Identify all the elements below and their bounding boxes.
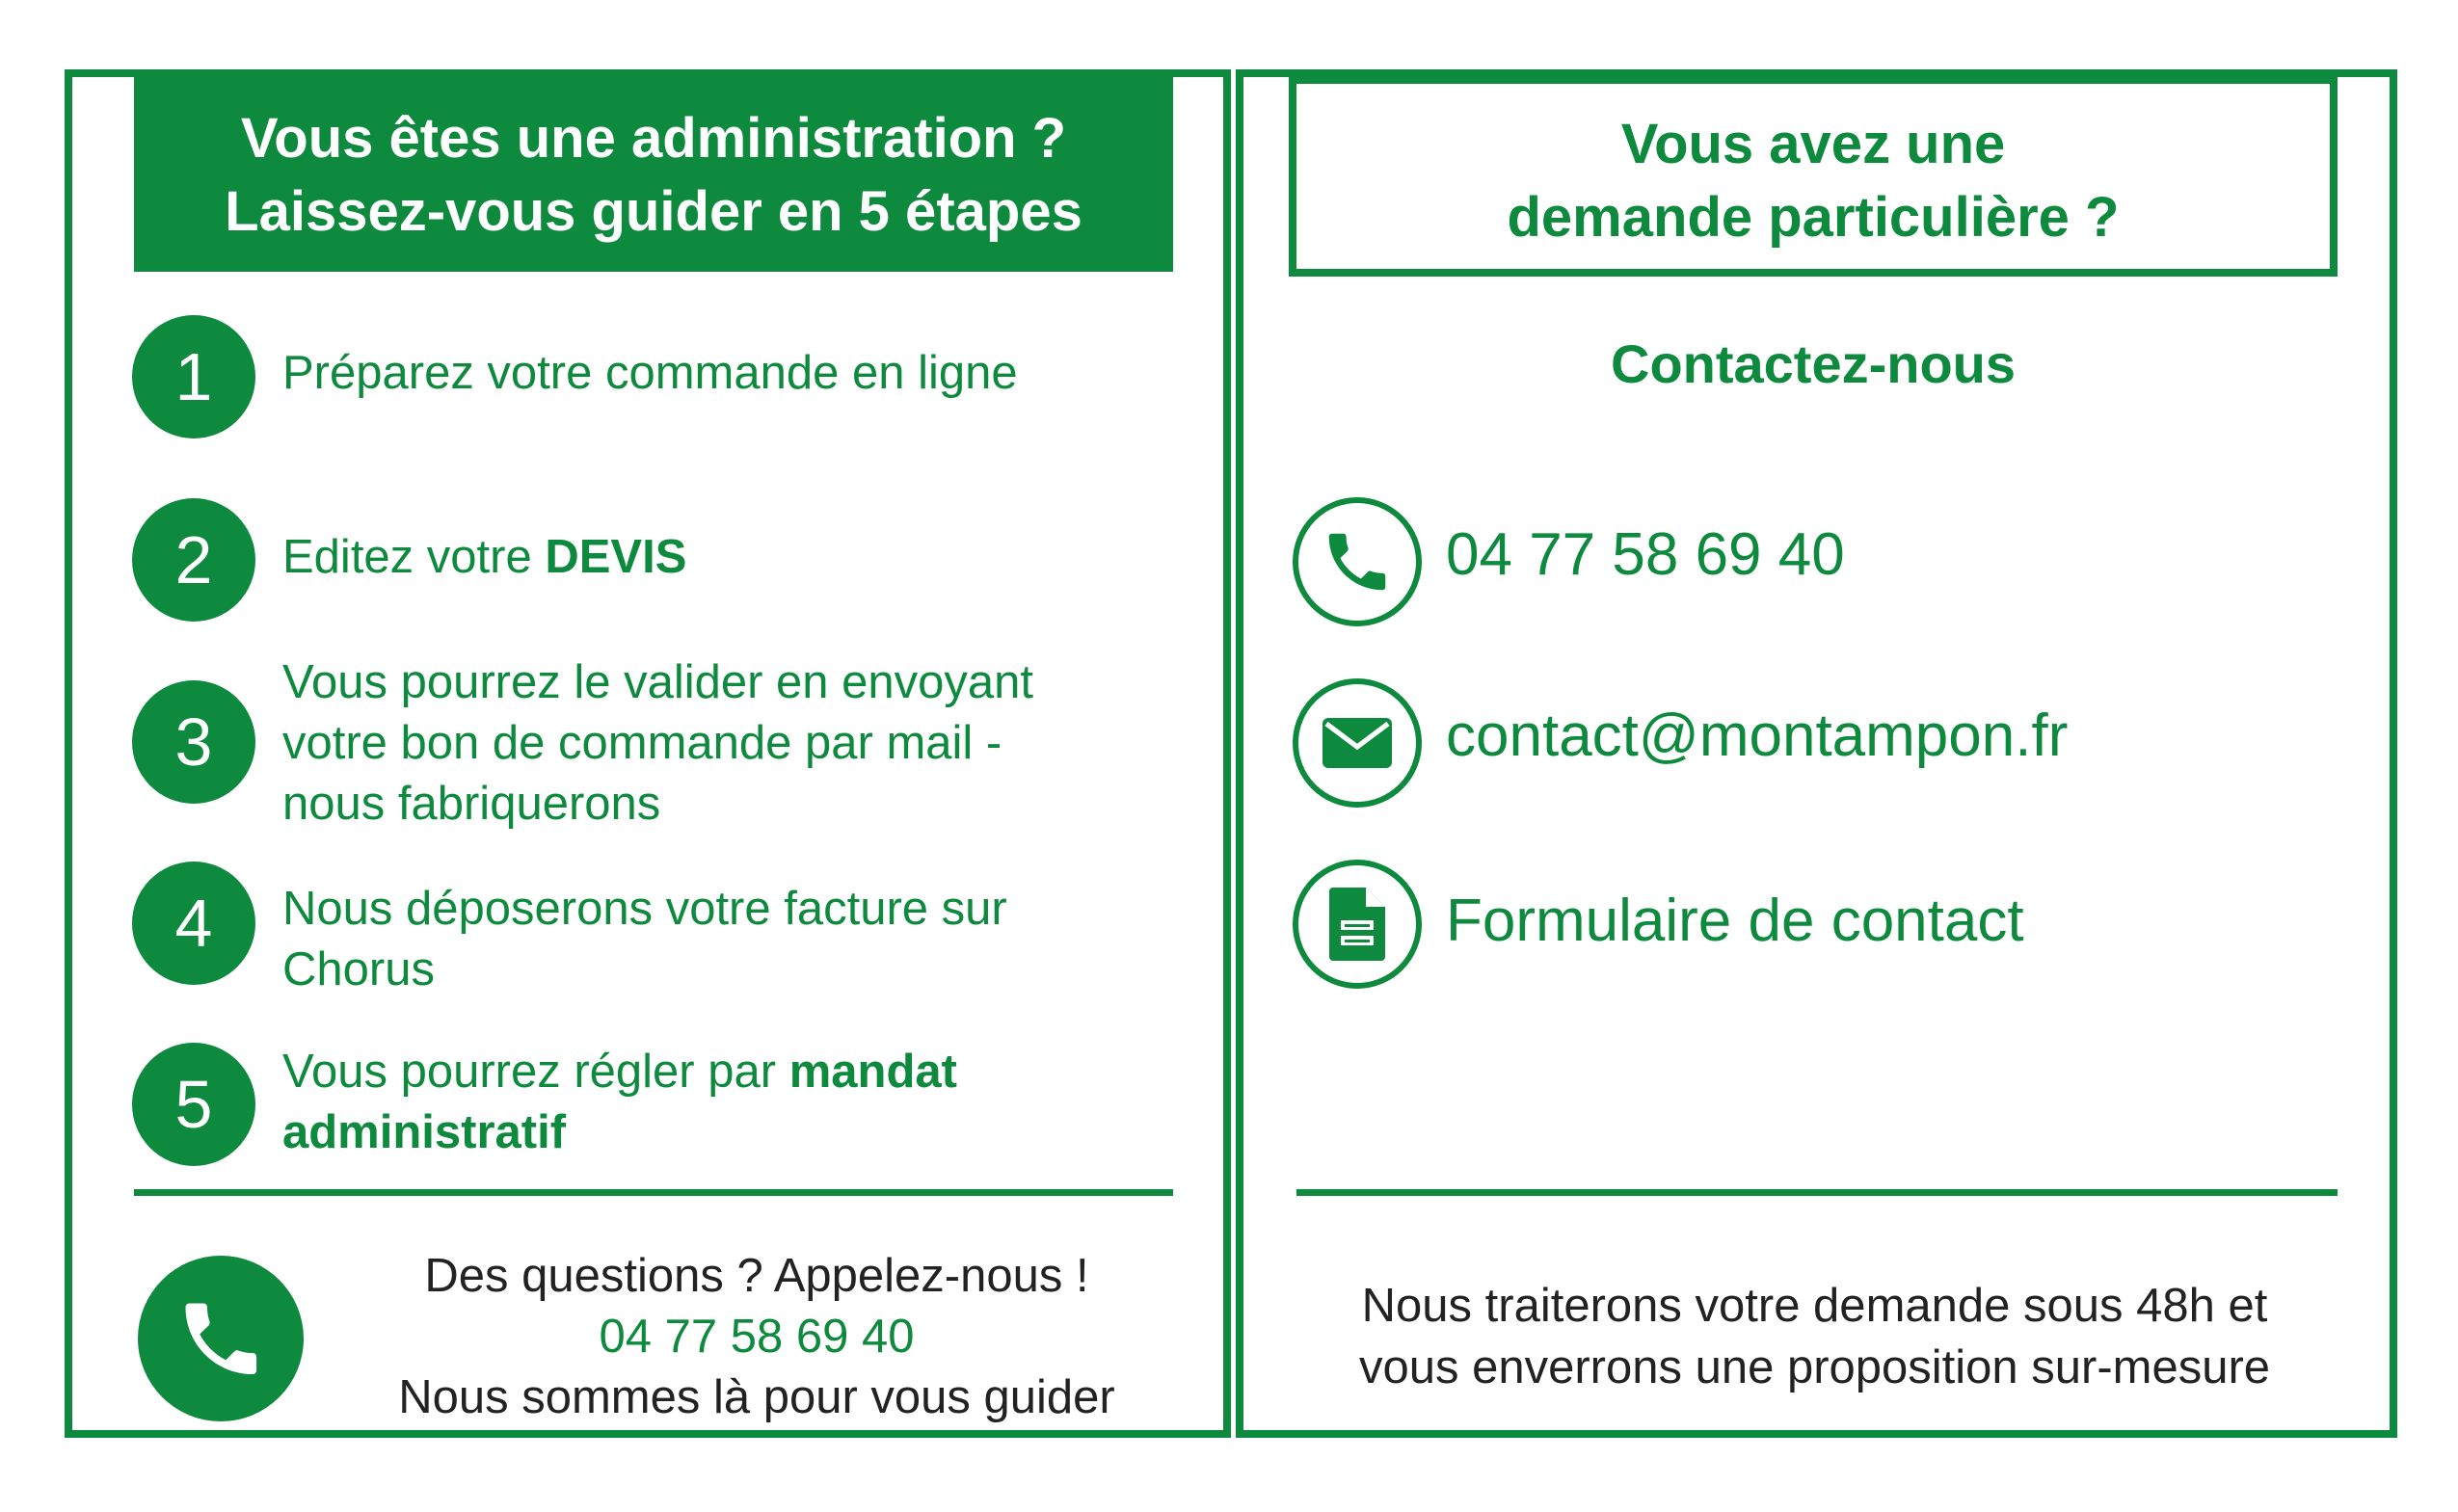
step-5-text-bold-2: administratif [282,1106,567,1158]
phone-icon[interactable] [1293,497,1422,626]
contact-phone-link[interactable]: 04 77 58 69 40 [1446,521,1845,588]
contact-form-link[interactable]: Formulaire de contact [1446,888,2024,954]
step-1-text: Préparez votre commande en ligne [282,347,1018,399]
step-3-text [282,652,1131,835]
step-1-badge: 1 [132,315,255,438]
step-2-text-regular: Editez votre [282,531,546,583]
email-icon[interactable] [1293,678,1422,808]
step-4-line-2: Chorus [282,943,435,995]
right-divider [1296,1189,2338,1196]
step-3-line-3: nous fabriquerons [282,778,661,830]
phone-icon [138,1256,304,1421]
step-3-line-2: votre bon de commande par mail - [282,717,1002,769]
right-header-line-1: Vous avez une [1620,113,2006,175]
step-4-text [282,879,1131,1000]
step-2-text-bold: DEVIS [545,531,687,583]
step-5-badge: 5 [132,1043,255,1166]
contact-title: Contactez-nous [1611,333,2016,394]
step-4-line-1: Nous déposerons votre facture sur [282,883,1007,935]
step-4-badge: 4 [132,862,255,985]
left-divider [134,1189,1173,1196]
step-5-line-1 [282,1042,1131,1102]
step-5-text-bold-1: mandat [788,1046,957,1098]
header-line-2: Laissez-vous guider en 5 étapes [225,180,1082,243]
right-footer [1292,1275,2338,1398]
step-2-text [282,527,1131,588]
right-footer-line-1: Nous traiterons votre demande sous 48h et [1361,1280,2268,1332]
step-2-badge: 2 [132,498,255,622]
special-request-header [1289,76,2338,277]
step-5-text-regular: Vous pourrez régler par [282,1046,789,1098]
right-footer-line-2: vous enverrons une proposition sur-mesure [1358,1341,2271,1393]
footer-questions: Des questions ? Appelez-nous ! [424,1250,1089,1302]
step-5-line-2 [282,1102,1131,1163]
footer-phone-link[interactable]: 04 77 58 69 40 [599,1311,915,1363]
document-icon[interactable] [1293,860,1422,989]
footer-guide: Nous sommes là pour vous guider [398,1371,1115,1423]
step-3-line-1: Vous pourrez le valider en envoyant [282,656,1034,708]
right-header-line-2: demande particulière ? [1507,186,2120,249]
header-line-1: Vous êtes une administration ? [240,107,1067,170]
step-5-text [282,1042,1131,1163]
left-footer [318,1246,1195,1428]
contact-email-link[interactable]: contact@montampon.fr [1446,703,2069,769]
step-3-badge: 3 [132,680,255,804]
administration-header [134,76,1173,272]
